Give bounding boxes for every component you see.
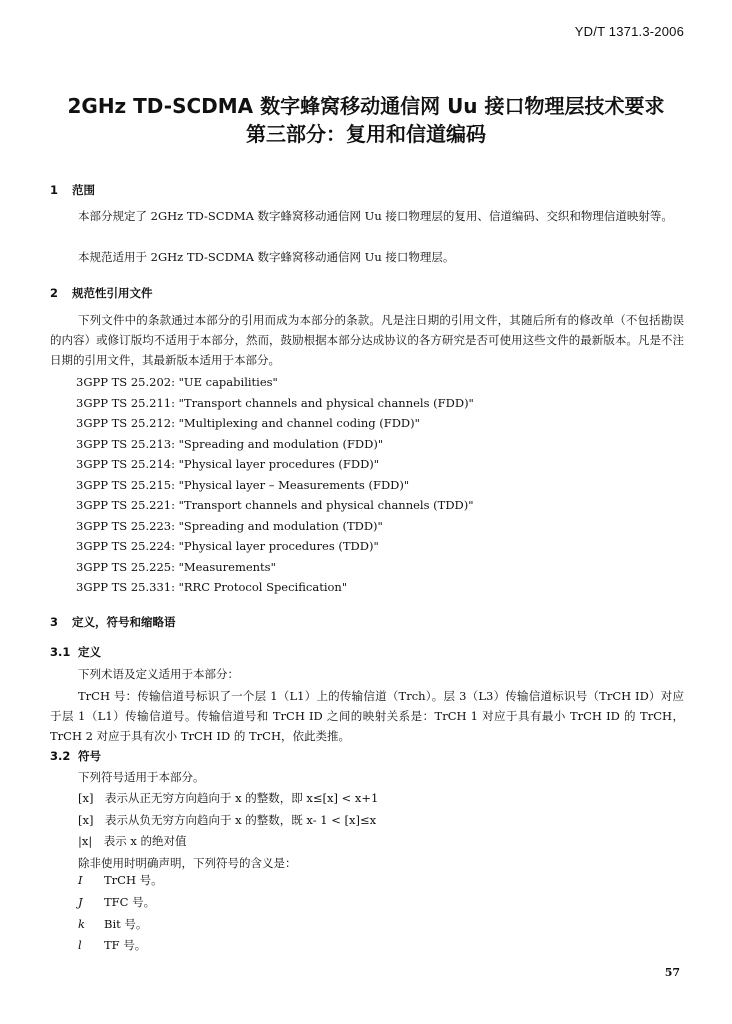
reference-item: 3GPP TS 25.212: "Multiplexing and channel coding (FDD)": [76, 416, 420, 430]
section-3-title: 定义，符号和缩略语: [72, 615, 176, 629]
section-1-para1: 本部分规定了 2GHz TD-SCDMA 数字蜂窝移动通信网 Uu 接口物理层的复用、信道编码、交织和物理信道映射等。: [78, 209, 673, 223]
reference-item: 3GPP TS 25.225: "Measurements": [76, 559, 276, 574]
document-title-line1: 2GHz TD-SCDMA 数字蜂窝移动通信网 Uu 接口物理层技术要求: [67, 94, 665, 118]
reference-item: 3GPP TS 25.202: "UE capabilities": [76, 375, 278, 389]
section-3-2-title: 符号: [78, 749, 101, 763]
variable-item: [78, 935, 163, 957]
reference-item: 3GPP TS 25.215: "Physical layer – Measurements (FDD)": [76, 477, 410, 492]
section-1-para2: 本规范适用于 2GHz TD-SCDMA 数字蜂窝移动通信网 Uu 接口物理层。: [78, 250, 455, 264]
variable-item: [78, 914, 163, 936]
section-3-number: 3: [50, 615, 59, 629]
variable-symbol: l: [78, 938, 82, 953]
section-1-title: 范围: [72, 183, 95, 197]
variable-symbol: J: [78, 894, 83, 909]
variable-symbol: k: [78, 916, 85, 931]
variable-meaning: TFC 号。: [104, 894, 156, 909]
symbol-note: 除非使用时明确声明，下列符号的含义是：: [78, 855, 297, 870]
symbol-list: [78, 788, 378, 874]
reference-item: 3GPP TS 25.224: "Physical layer procedures (TDD)": [76, 539, 379, 553]
reference-item: 3GPP TS 25.223: "Spreading and modulation (TDD)": [76, 518, 383, 533]
section-1-number: 1: [50, 183, 59, 197]
page-number: 57: [664, 966, 680, 979]
variable-item: [78, 870, 163, 892]
symbol-item: [x] 表示从负无穷方向趋向于 x 的整数，既 x- 1 < [x]≤x: [78, 812, 377, 827]
variable-item: [78, 892, 163, 914]
section-2-heading: [50, 285, 153, 301]
variable-symbol: I: [78, 873, 83, 887]
reference-item: 3GPP TS 25.214: "Physical layer procedures (FDD)": [76, 457, 380, 471]
section-3-1-title: 定义: [78, 645, 101, 659]
section-3-1-number: 3.1: [50, 645, 71, 659]
section-3-2-heading: [50, 748, 101, 764]
section-2-title: 规范性引用文件: [72, 286, 153, 300]
reference-item: 3GPP TS 25.211: "Transport channels and physical channels (FDD)": [76, 395, 474, 410]
variable-meaning: TF 号。: [104, 938, 147, 953]
section-3-1-intro: 下列术语及定义适用于本部分：: [78, 667, 239, 681]
document-title-line2: 第三部分：复用和信道编码: [246, 122, 486, 146]
section-3-1-para: TrCH 号：传输信道号标识了一个层 1（L1）上的传输信道（Trch）。层 3（L3）传输信道标识号（TrCH ID）对应于层 1（L1）传输信道号。传输信道号和 TrCH ID 之间的映射关系是：TrCH 1 对应于具有最小 TrCH ID 的 TrCH，TrCH 2 对应于具有次小 TrCH ID 的 TrCH，依此类推。: [50, 689, 684, 743]
variable-meaning: Bit 号。: [104, 916, 148, 931]
reference-list: [76, 372, 474, 598]
reference-item: 3GPP TS 25.331: "RRC Protocol Specification": [76, 580, 348, 594]
section-2-para: 下列文件中的条款通过本部分的引用而成为本部分的条款。凡是注日期的引用文件，其随后所有的修改单（不包括勘误的内容）或修订版均不适用于本部分，然而，鼓励根据本部分达成协议的各方研究是否可使用这些文件的最新版本。凡是不注日期的引用文件，其最新版本适用于本部分。: [50, 313, 684, 367]
section-3-heading: [50, 614, 176, 630]
section-1-heading: [50, 182, 95, 198]
reference-item: 3GPP TS 25.213: "Spreading and modulation (FDD)": [76, 436, 384, 451]
variable-meaning: TrCH 号。: [104, 873, 163, 887]
section-2-number: 2: [50, 286, 59, 300]
reference-item: 3GPP TS 25.221: "Transport channels and physical channels (TDD)": [76, 498, 474, 512]
standard-id: YD/T 1371.3-2006: [574, 24, 684, 39]
symbol-item: |x| 表示 x 的绝对值: [78, 834, 187, 849]
section-3-2-intro: 下列符号适用于本部分。: [78, 770, 205, 784]
symbol-item: [x] 表示从正无穷方向趋向于 x 的整数，即 x≤[x] < x+1: [78, 791, 379, 805]
section-3-2-number: 3.2: [50, 749, 71, 763]
section-3-1-heading: [50, 644, 101, 660]
variable-list: [78, 870, 163, 957]
